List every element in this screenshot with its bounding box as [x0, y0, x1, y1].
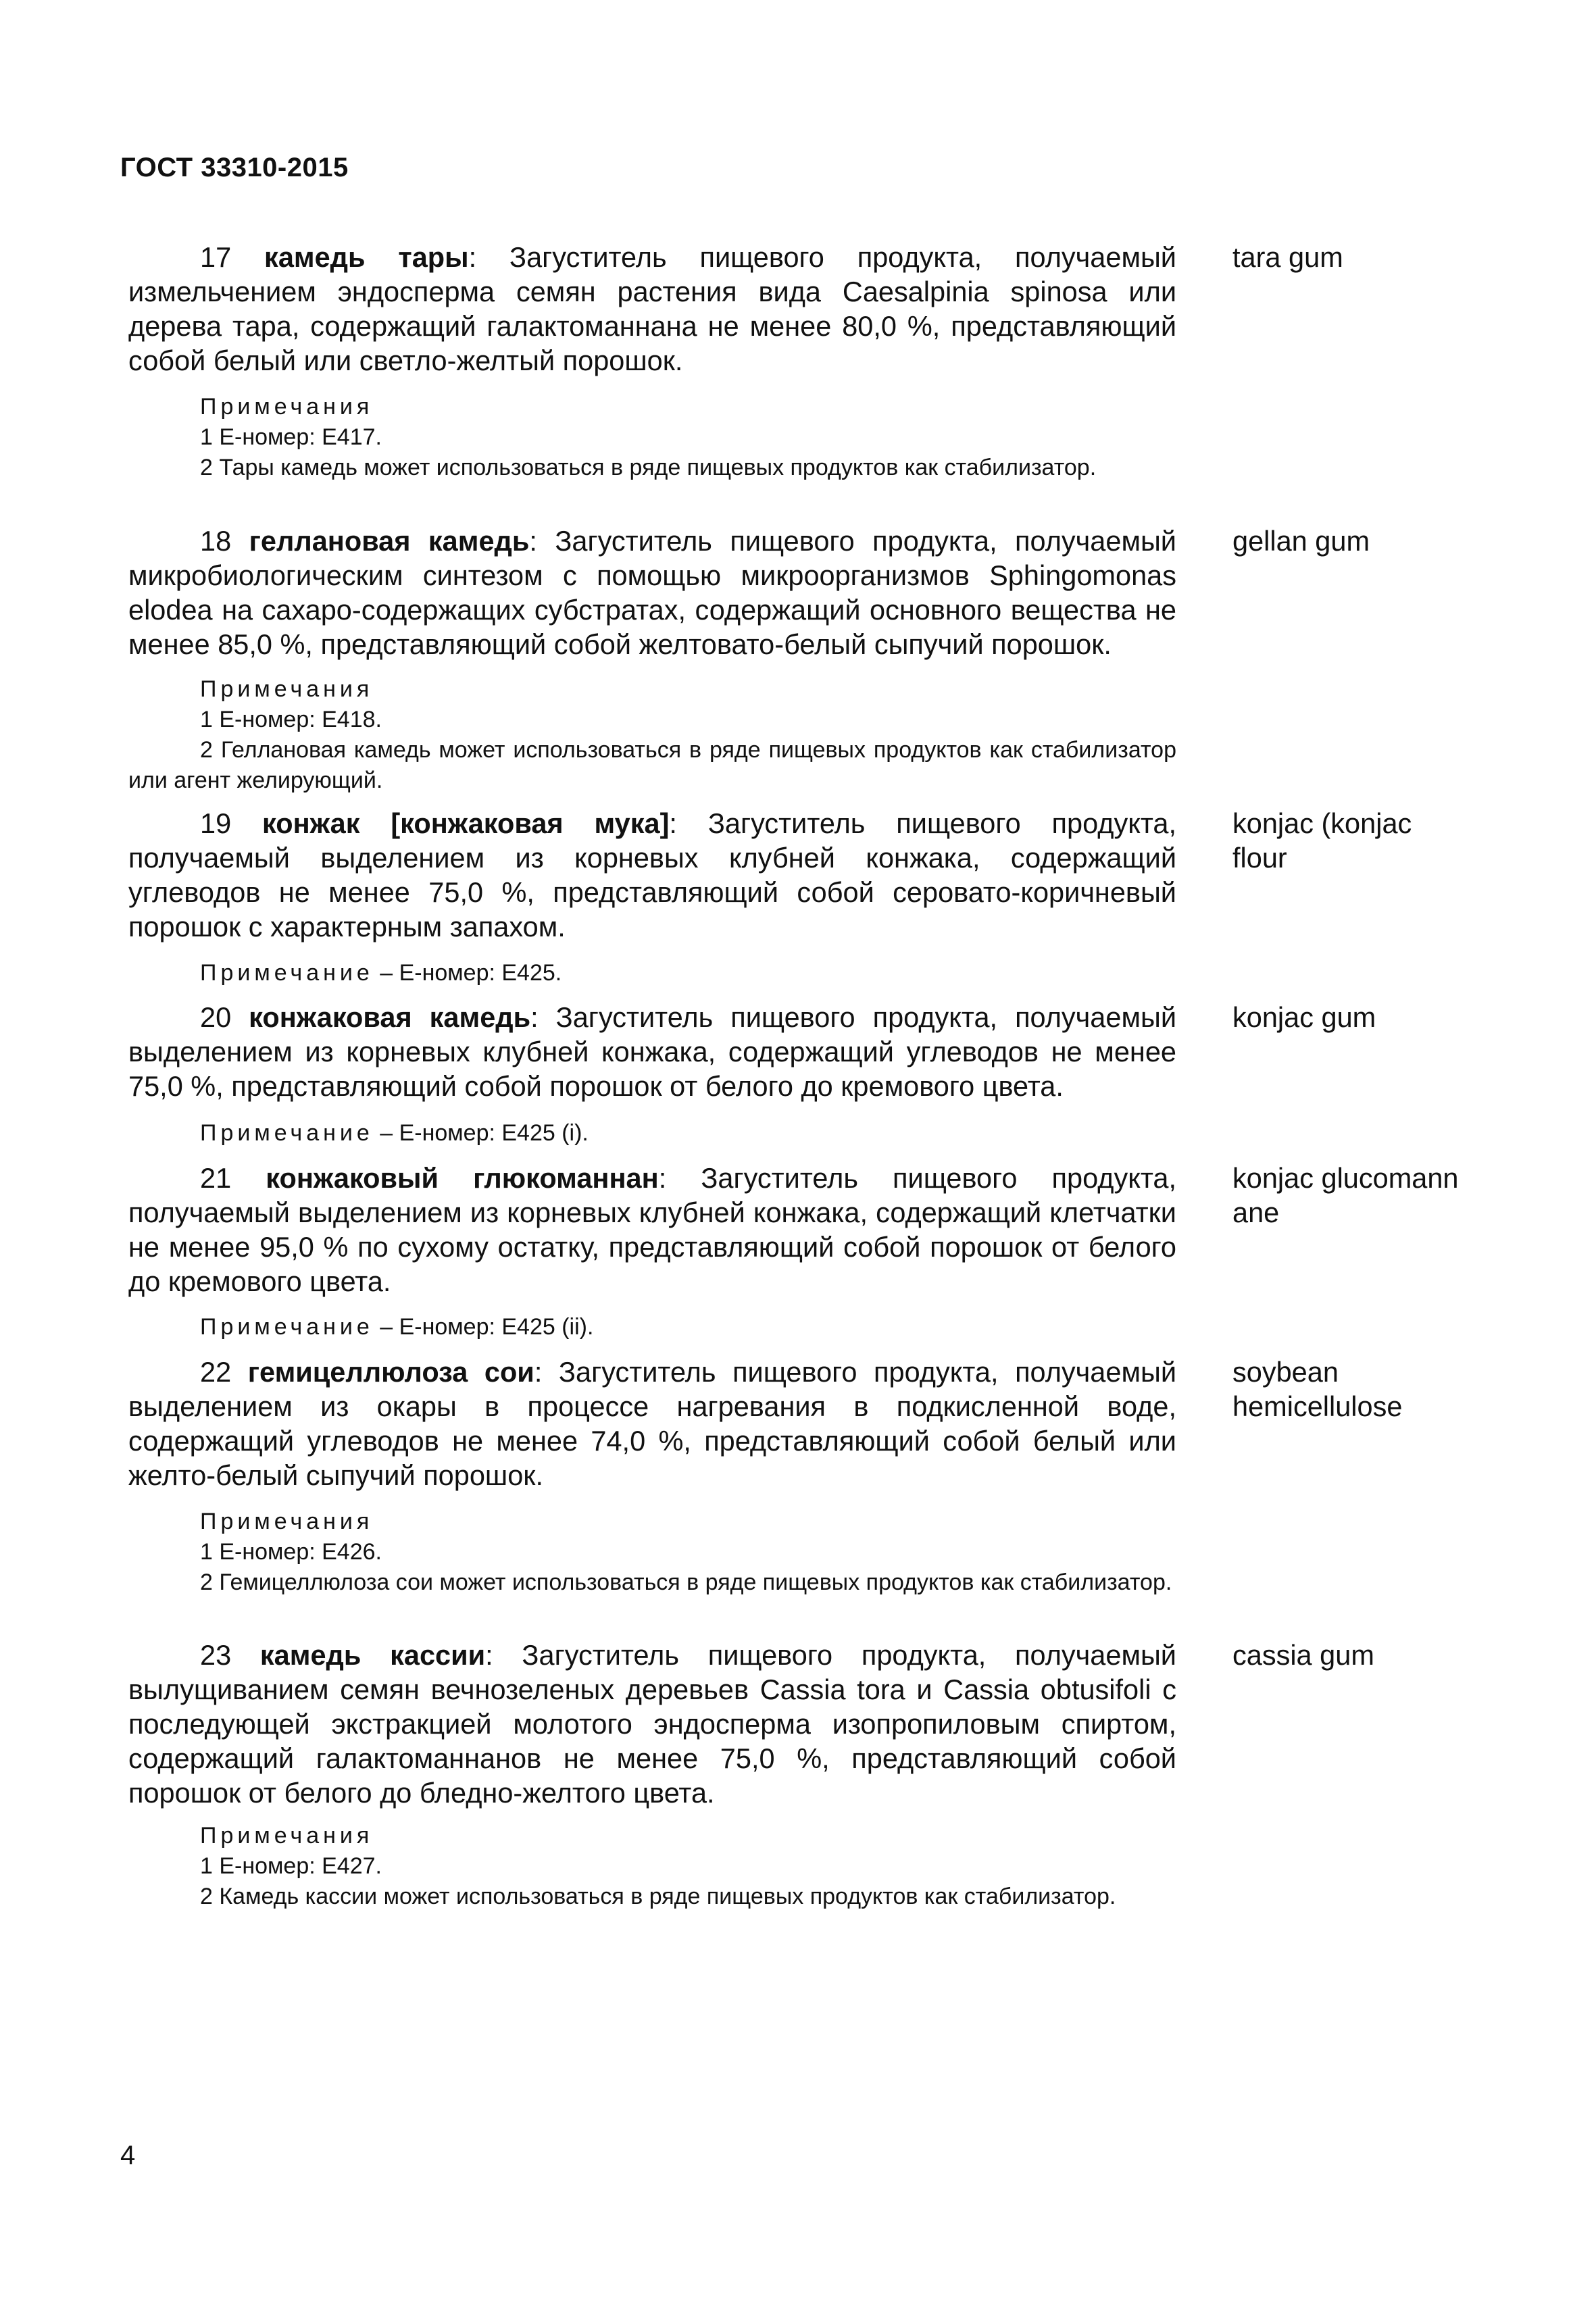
note-line: 1 E-номер: E418. [200, 707, 382, 732]
note-line: 1 E-номер: E417. [200, 424, 382, 450]
notes-heading: Примечания [200, 394, 374, 420]
term-name: камедь кассии [259, 1639, 486, 1671]
term-name: конжак [конжаковая мука] [262, 807, 670, 839]
note-line: 2 Гемицеллюлоза сои может использоваться в ряде пищевых продуктов как стабилизатор. [200, 1569, 1172, 1595]
note-line: 1 E-номер: E426. [200, 1539, 382, 1565]
term-name: камедь тары [264, 241, 469, 273]
term-name: конжаковый глюкоманнан [266, 1162, 659, 1194]
term-name: геллановая камедь [249, 525, 530, 557]
term-definition: 17 камедь тары: Загуститель пищевого продукта, получаемый измельчением эндосперма семян растения вида Caesalpinia spinosa или дерева тара, содержащий галактоманнана не менее 80,0 %, представляющий собой белый или светло-желтый порошок. [128, 241, 1176, 376]
notes-block [128, 392, 1176, 483]
note-line: 2 Камедь кассии может использоваться в ряде пищевых продуктов как стабилизатор. [200, 1884, 1116, 1909]
term-definition: 20 конжаковая камедь: Загуститель пищевого продукта, получаемый выделением из корневых клубней конжака, содержащий углеводов не менее 75,0 %, представляющий собой порошок от белого до кремового цвета. [128, 1001, 1176, 1102]
term-name: конжаковая камедь [249, 1001, 531, 1033]
note-line: Примечание – E-номер: E425 (ii). [200, 1314, 594, 1340]
notes-block [128, 674, 1176, 796]
note-line: 1 E-номер: E427. [200, 1853, 382, 1879]
term-definition: 18 геллановая камедь: Загуститель пищевого продукта, получаемый микробиологическим синтезом с помощью микроорганизмов Sphingomonas elodea на сахаро-содержащих субстратах, содержащий основного вещества не менее 85,0 %, представляющий собой желтовато-белый сыпучий порошок. [128, 525, 1176, 660]
term-name: гемицеллюлоза сои [247, 1356, 534, 1388]
note-label: Примечание [200, 1120, 374, 1146]
notes-block [128, 1821, 1176, 1912]
page-number: 4 [120, 2140, 136, 2170]
term-definition: 22 гемицеллюлоза сои: Загуститель пищевого продукта, получаемый выделением из окары в процессе нагревания в подкисленной воде, содержащий углеводов не менее 74,0 %, представляющий собой белый или желто-белый сыпучий порошок. [128, 1356, 1176, 1491]
term-definition: 23 камедь кассии: Загуститель пищевого продукта, получаемый вылущиванием семян вечнозеленых деревьев Cassia tora и Cassia obtusifoli с последующей экстракцией молотого эндосперма изопропиловым спиртом, содержащий галактоманнанов не менее 75,0 %, представляющий собой порошок от белого до бледно-желтого цвета. [128, 1639, 1176, 1809]
english-term: konjac glucomannane [1232, 1162, 1459, 1228]
note-line: 2 Геллановая камедь может использоваться в ряде пищевых продуктов как стабилизатор или агент желирующий. [128, 737, 1176, 793]
notes-block [128, 1118, 1176, 1149]
english-term: konjac (konjac flour [1232, 807, 1412, 874]
english-term: gellan gum [1232, 525, 1370, 557]
notes-heading: Примечания [200, 1823, 374, 1848]
term-definition: 21 конжаковый глюкоманнан: Загуститель пищевого продукта, получаемый выделением из корневых клубней конжака, содержащий клетчатки не менее 95,0 % по сухому остатку, представляющий собой порошок от белого до кремового цвета. [128, 1162, 1177, 1297]
standard-code: ГОСТ 33310-2015 [120, 153, 349, 182]
note-line: Примечание – E-номер: E425. [200, 960, 562, 986]
english-term: konjac gum [1232, 1001, 1376, 1033]
term-definition: 19 конжак [конжаковая мука]: Загуститель пищевого продукта, получаемый выделением из корневых клубней конжака, содержащий углеводов не менее 75,0 %, представляющий собой серовато-коричневый порошок с характерным запахом. [128, 807, 1176, 942]
notes-block [128, 958, 1176, 988]
note-line: Примечание – E-номер: E425 (i). [200, 1120, 589, 1146]
notes-block [128, 1507, 1176, 1598]
note-line: 2 Тары камедь может использоваться в ряде пищевых продуктов как стабилизатор. [200, 455, 1097, 480]
note-label: Примечание [200, 960, 374, 986]
english-term: cassia gum [1232, 1639, 1374, 1671]
notes-heading: Примечания [200, 1509, 374, 1534]
notes-block [128, 1312, 1176, 1342]
english-term: tara gum [1232, 241, 1343, 273]
notes-heading: Примечания [200, 676, 374, 702]
note-label: Примечание [200, 1314, 374, 1340]
english-term: soybean hemicellulose [1232, 1356, 1403, 1422]
